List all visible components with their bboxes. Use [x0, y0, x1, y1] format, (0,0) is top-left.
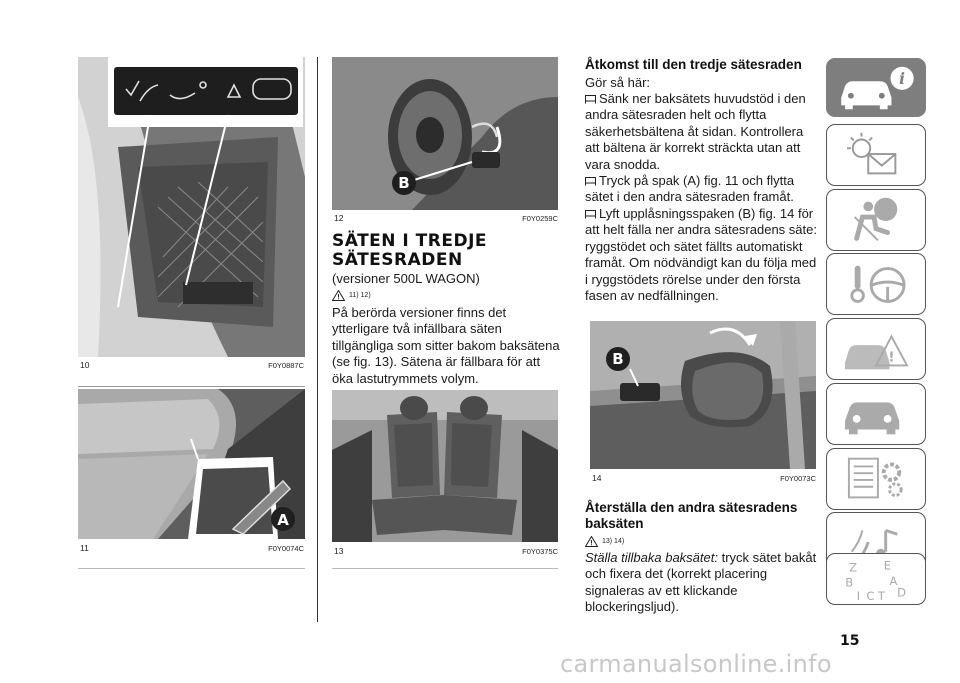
- figure-13-divider: [332, 568, 558, 569]
- figure-12-number: 12: [334, 213, 344, 223]
- car-maintenance-icon: [827, 384, 925, 444]
- figure-14-number: 14: [592, 473, 602, 483]
- svg-text:!: !: [888, 349, 895, 366]
- index-letter-t: T: [877, 589, 885, 604]
- section1-body: På berörda versioner finns det ytterligare två infällbara säten tillgängliga som sitter bakom baksätena (se fig. 13). Sätena är fällbara för att öka lastutrymmets volym.: [332, 305, 560, 386]
- index-letter-d: D: [897, 585, 907, 600]
- section3-body: [585, 550, 817, 616]
- figure-14-code: F0Y0073C: [780, 474, 816, 483]
- emergency-icon: [827, 319, 925, 379]
- section3-body-text: tryck sätet bakåt och fixera det (korrekt placering signaleras av ett klickande blockeringsljud).: [585, 550, 817, 615]
- column-divider-1: [317, 57, 318, 622]
- key-steering-icon: [827, 254, 925, 314]
- index-letter-a: A: [889, 573, 898, 588]
- technical-data-icon: [827, 449, 925, 509]
- figure-13-code: F0Y0375C: [522, 547, 558, 556]
- section2-bullet-2: [585, 173, 817, 206]
- car-info-icon: [827, 59, 925, 116]
- figure-11-number: 11: [80, 543, 89, 553]
- svg-text:i: i: [899, 69, 906, 89]
- section3-italic-lead: Ställa tillbaka baksätet:: [585, 550, 718, 565]
- bullet-book-icon: [585, 210, 596, 219]
- figure-10-divider: [78, 386, 305, 387]
- section1-warning-text: 11) 12): [349, 292, 371, 299]
- index-icon: [827, 554, 925, 604]
- section3-warning-refs: [585, 536, 624, 547]
- section2-bullet-1: [585, 91, 817, 173]
- figure-13-image: [332, 390, 558, 542]
- tab-technical-data[interactable]: [826, 448, 926, 510]
- section1-warning-refs: [332, 290, 371, 301]
- section-title-third-row: SÄTEN I TREDJE SÄTESRADEN: [332, 231, 488, 270]
- section-title-access: Åtkomst till den tredje sätesraden: [585, 57, 802, 72]
- figure-12-code: F0Y0259C: [522, 214, 558, 223]
- section-subtitle-wagon: (versioner 500L WAGON): [332, 271, 480, 286]
- section2-bullet-3: [585, 206, 817, 304]
- page-number: 15: [840, 633, 860, 649]
- figure-13-number: 13: [334, 546, 344, 556]
- dashboard-lights-icon: [827, 125, 925, 185]
- airbag-safety-icon: [827, 190, 925, 250]
- section3-warning-text: 13) 14): [602, 538, 625, 545]
- index-letter-e: E: [883, 558, 891, 573]
- figure-14-callout: B: [612, 350, 624, 368]
- figure-11-callout: A: [277, 511, 289, 529]
- figure-10-code: F0Y0887C: [268, 361, 304, 370]
- tab-car-maintenance[interactable]: [826, 383, 926, 445]
- figure-10-image: [78, 57, 305, 357]
- figure-12-image: [332, 57, 558, 210]
- section2-bullet-1-text: Sänk ner baksätets huvudstöd i den andra sätesraden helt och flytta säkerhetsbältena åt sidan. Kontrollera att bältena är korrekt sträckta utan att vara snodda.: [585, 91, 806, 172]
- section2-intro: Gör så här:: [585, 75, 651, 90]
- figure-11-code: F0Y0074C: [268, 544, 304, 553]
- index-letter-i: I: [856, 589, 861, 604]
- index-letter-b: B: [845, 575, 854, 590]
- bullet-book-icon: [585, 95, 596, 104]
- section2-bullet-2-text: Tryck på spak (A) fig. 11 och flytta sätet i den andra sätesraden framåt.: [585, 173, 795, 205]
- figure-10-number: 10: [80, 360, 90, 370]
- index-letter-z: Z: [849, 560, 857, 575]
- warning-icon: [332, 290, 345, 301]
- section-title-restore: Återställa den andra sätesradens baksäten: [585, 500, 798, 531]
- tab-airbag-safety[interactable]: [826, 189, 926, 251]
- section2-bullet-3-text: Lyft upplåsningsspaken (B) fig. 14 för att helt fälla ner andra sätesradens säte: ryggstödet och sätet fällts automatiskt framåt. Om nödvändigt kan du följa med i ryggstödets rörelse under den första fasen av nedfällningen.: [585, 206, 817, 304]
- figure-12-callout: B: [398, 174, 410, 192]
- tab-index[interactable]: [826, 553, 926, 605]
- tab-car-info[interactable]: [826, 58, 926, 117]
- warning-icon: [585, 536, 598, 547]
- tab-emergency[interactable]: [826, 318, 926, 380]
- tab-key-steering[interactable]: [826, 253, 926, 315]
- figure-14-image: [590, 321, 816, 469]
- watermark: carmanualsonline.info: [560, 650, 832, 678]
- bullet-book-icon: [585, 177, 596, 186]
- figure-11-divider: [78, 568, 305, 569]
- index-letter-c: C: [866, 589, 875, 604]
- tab-dashboard-lights[interactable]: [826, 124, 926, 186]
- figure-11-image: [78, 389, 305, 539]
